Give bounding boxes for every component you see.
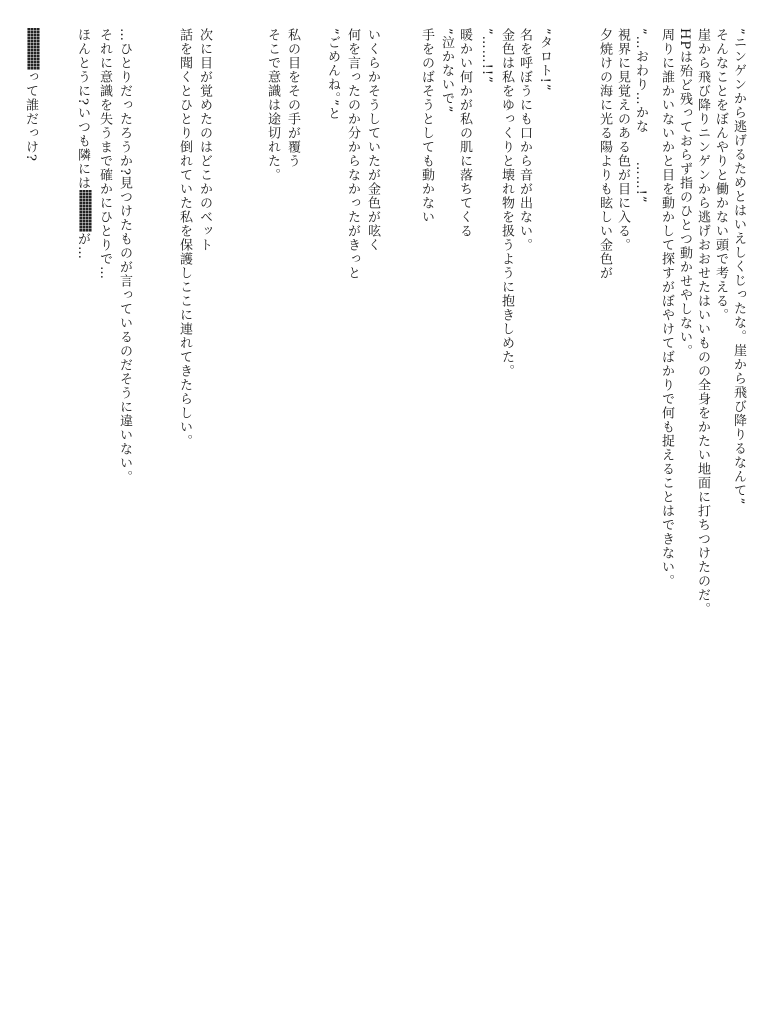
- text-line-14: ”泣かないで”: [439, 28, 454, 114]
- redacted-name-block-2: [27, 28, 40, 70]
- text-line-8: 夕焼けの海に光る陽よりも眩しい金色が: [597, 28, 612, 280]
- text-line-15: 手をのばそうとしても動かない: [419, 28, 434, 224]
- text-line-13: 暖かい何かが私の肌に落ちてくる: [457, 28, 472, 238]
- text-line-1: ”ニンゲンから逃げるためとはいえしくじったな。崖から飛び降りるなんて”: [731, 28, 746, 506]
- text-line-17: 何を言ったのか分からなかったがきっと: [345, 28, 360, 280]
- text-line-26: [22, 28, 40, 162]
- text-line-20: そこで意識は途切れた。: [265, 28, 280, 182]
- text-line-21: 次に目が覚めたのはどこかのベット: [197, 28, 212, 252]
- text-line-2: そんなことをぼんやりと働かない頭で考える。: [713, 28, 728, 322]
- text-line-22: 話を聞くとひとり倒れていた私を保護しここに連れてきたらしい。: [177, 28, 192, 448]
- text-line-11: 金色は私をゆっくりと壊れ物を扱うように抱きしめた。: [499, 28, 514, 378]
- text-line-26-end: って誰だっけ?: [23, 70, 38, 162]
- text-line-25-end: が…: [75, 231, 90, 260]
- text-line-25-start: ほんとうに?いつも隣には: [75, 28, 90, 190]
- text-line-10: 名を呼ぼうにも口から音が出ない。: [517, 28, 532, 252]
- text-line-5: 周りに誰かいないかと目を動かして探すがぼやけてばかりで何も捉えることはできない。: [659, 28, 674, 588]
- text-line-9: ”タロト!”: [537, 28, 552, 92]
- text-line-4: HPは殆ど残っておらず指のひとつ動かせやしない。: [677, 28, 692, 359]
- text-line-16: いくらかそうしていたが金色が呟く: [365, 28, 380, 252]
- text-line-24: それに意識を失うまで確かにひとりで…: [97, 28, 112, 280]
- text-line-6: ”…おわり…かな ……!”: [633, 28, 648, 204]
- text-line-12: ”……!!”: [479, 28, 494, 84]
- text-line-19: 私の目をその手が覆う: [285, 28, 300, 168]
- text-line-7: 視界に見覚えのある色が目に入る。: [615, 28, 630, 252]
- text-line-23: …ひとりだったろうか?見つけたものが言っているのだそうに違いない。: [117, 28, 132, 484]
- text-line-3: 崖から飛び降りニンゲンから逃げおおせたはいいものの全身をかたい地面に打ちつけたのだ。: [695, 28, 710, 616]
- text-line-18: ”ごめんね。”と: [325, 28, 340, 121]
- redacted-name-block: [79, 190, 92, 232]
- text-line-25: [74, 28, 92, 260]
